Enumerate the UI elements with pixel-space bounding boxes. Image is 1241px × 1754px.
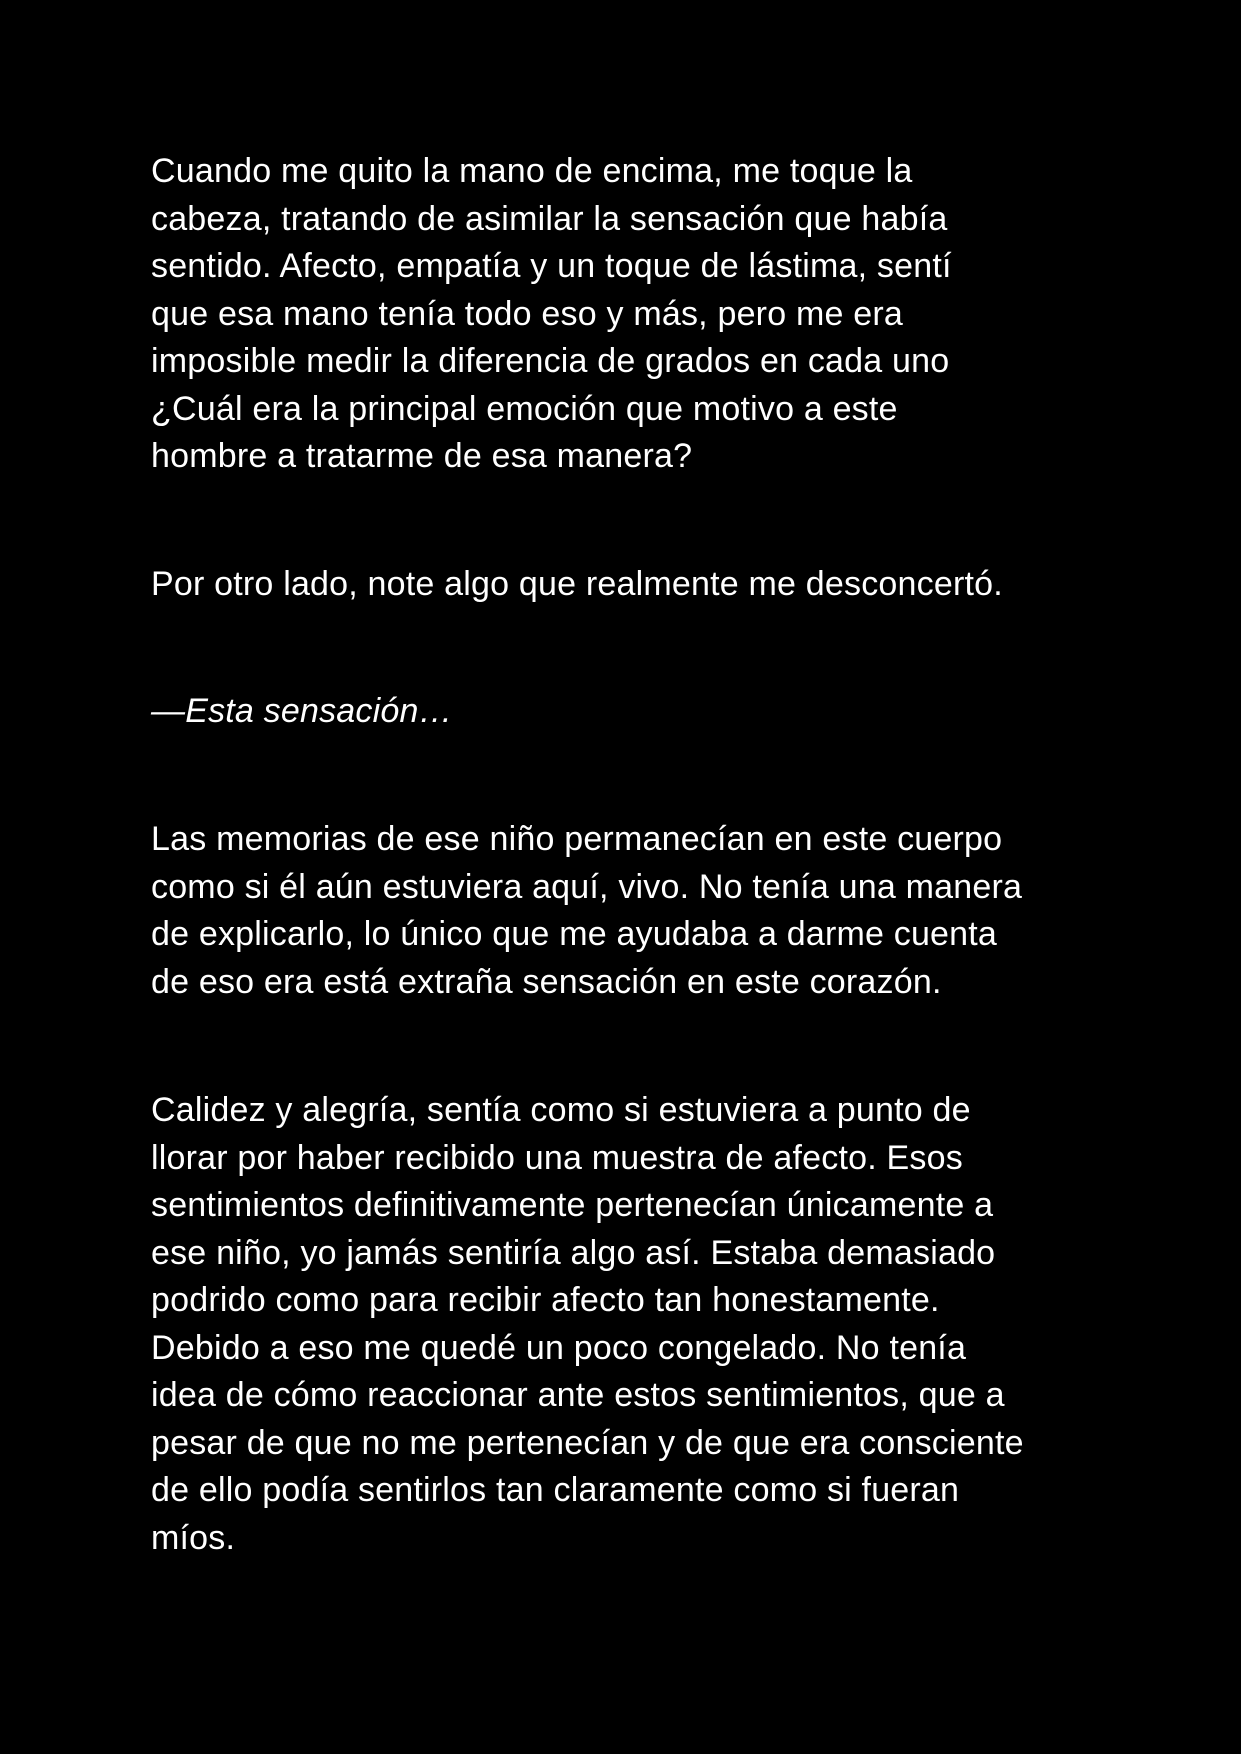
paragraph-4 [151,816,1111,1006]
paragraph-line: sentimientos definitivamente pertenecían únicamente a [151,1186,994,1224]
paragraph-line: Las memorias de ese niño permanecían en este cuerpo [151,820,1003,858]
dialogue-line [151,688,1111,736]
paragraph-line: Calidez y alegría, sentía como si estuviera a punto de [151,1091,971,1129]
paragraph-line: imposible medir la diferencia de grados en cada uno [151,342,950,380]
paragraph-line: ese niño, yo jamás sentiría algo así. Estaba demasiado [151,1233,996,1272]
paragraph-5 [151,1087,1111,1562]
paragraph-line: como si él aún estuviera aquí, vivo. No tenía una manera [151,867,1023,906]
paragraph-1 [151,148,1111,481]
paragraph-line: idea de cómo reaccionar ante estos sentimientos, que a [151,1376,1005,1414]
paragraph-line: hombre a tratarme de esa manera? [151,437,693,475]
paragraph-line: cabeza, tratando de asimilar la sensación que había [151,199,948,238]
paragraph-line: Por otro lado, note algo que realmente me desconcertó. [151,565,1003,603]
paragraph-line: de ello podía sentirlos tan claramente como si fueran [151,1471,960,1509]
paragraph-line: pesar de que no me pertenecían y de que era consciente [151,1423,1024,1462]
paragraph-line: ¿Cuál era la principal emoción que motivo a este [151,389,898,428]
paragraph-2 [151,561,1111,609]
paragraph-line: Debido a eso me quedé un poco congelado. No tenía [151,1328,967,1367]
paragraph-line: que esa mano tenía todo eso y más, pero me era [151,294,903,333]
paragraph-line: llorar por haber recibido una muestra de afecto. Esos [151,1138,963,1177]
paragraph-line: de eso era está extraña sensación en este corazón. [151,962,942,1001]
paragraph-line: sentido. Afecto, empatía y un toque de lástima, sentí [151,247,952,285]
paragraph-line: podrido como para recibir afecto tan honestamente. [151,1281,940,1319]
paragraph-line: Cuando me quito la mano de encima, me toque la [151,152,913,190]
paragraph-line: míos. [151,1518,236,1557]
paragraph-line: de explicarlo, lo único que me ayudaba a darme cuenta [151,915,998,953]
paragraph-line: —Esta sensación… [151,692,453,730]
